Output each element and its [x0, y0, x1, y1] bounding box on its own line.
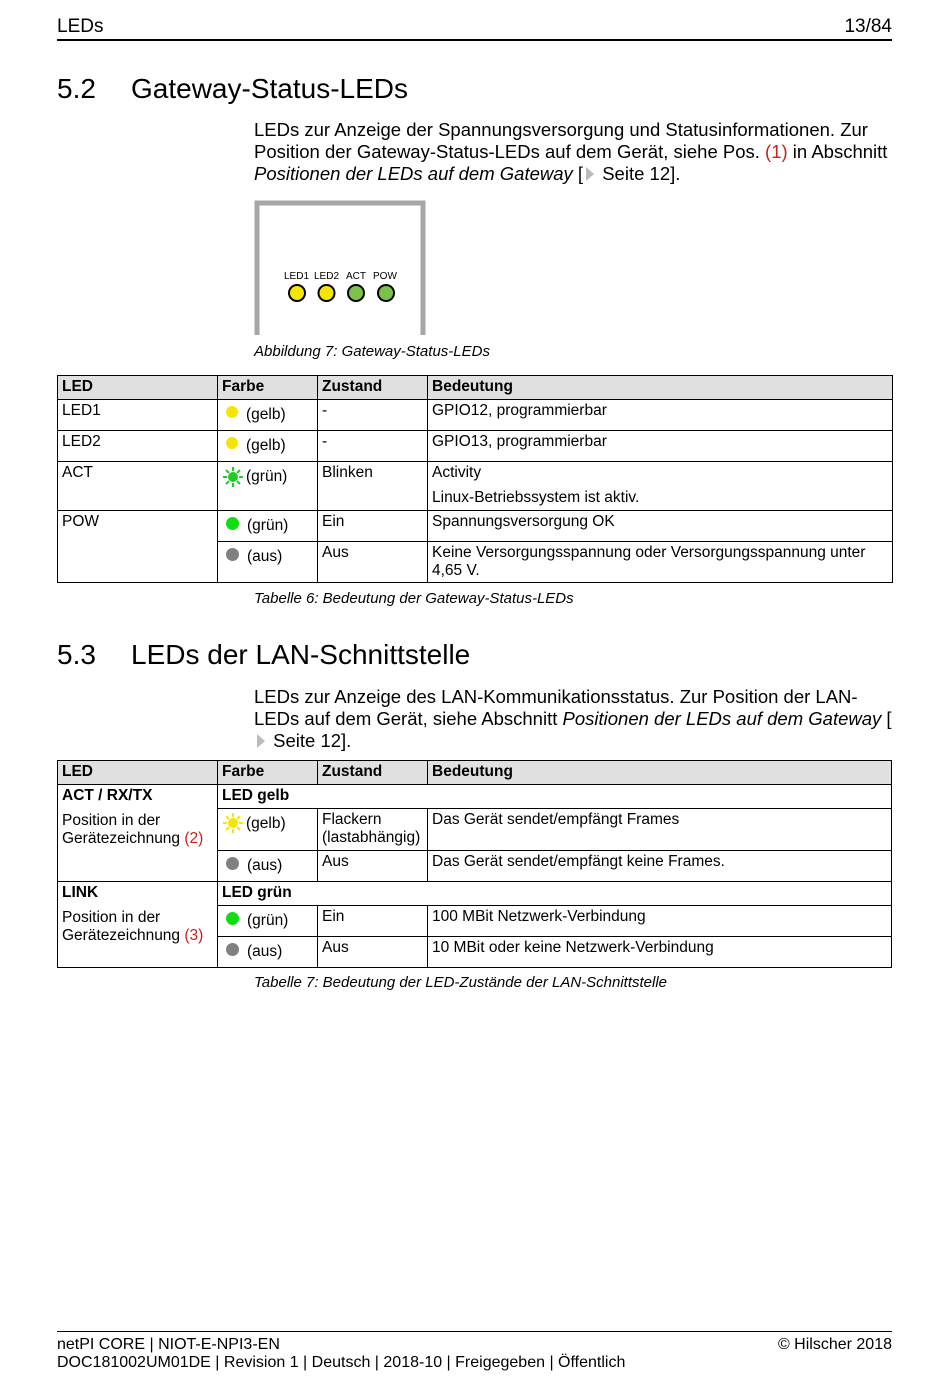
color-cell	[218, 462, 318, 511]
color-label: (gelb)	[246, 815, 286, 832]
header-rule	[57, 39, 892, 41]
column-header: Zustand	[318, 376, 428, 400]
meaning-text: Activity	[432, 464, 482, 481]
color-cell	[218, 809, 318, 851]
yellow-dot-icon	[226, 437, 238, 449]
color-cell	[218, 542, 318, 583]
state-cell: Aus	[318, 542, 428, 583]
color-group-heading: LED gelb	[218, 785, 892, 809]
gray-dot-icon	[226, 857, 239, 870]
table-header-row	[58, 761, 892, 785]
color-cell	[218, 906, 318, 937]
device-outline	[254, 200, 426, 337]
led-name: LINK	[62, 884, 99, 901]
state-cell: Aus	[318, 937, 428, 968]
bracket: [	[572, 163, 584, 184]
section-number: 5.2	[57, 73, 96, 104]
state-cell: Flackern (lastabhängig)	[318, 809, 428, 851]
footer-rule	[57, 1331, 892, 1332]
section-link[interactable]: Positionen der LEDs auf dem Gateway	[562, 708, 882, 729]
column-header: LED	[58, 376, 218, 400]
act-figure-icon	[348, 285, 364, 301]
position-note	[62, 812, 213, 848]
position-note	[62, 909, 213, 945]
bracket: [	[881, 708, 892, 729]
color-label: (aus)	[247, 943, 283, 960]
color-label: (grün)	[247, 517, 289, 534]
figure-caption: Abbildung 7: Gateway-Status-LEDs	[254, 343, 490, 360]
footer-product: netPI CORE | NIOT-E-NPI3-EN	[57, 1336, 280, 1353]
meaning-cell: GPIO12, programmierbar	[428, 400, 893, 431]
led2-figure-icon	[319, 285, 335, 301]
color-cell	[218, 511, 318, 542]
color-label: (gelb)	[246, 437, 286, 454]
pow-figure-icon	[378, 285, 394, 301]
led-cell	[58, 785, 218, 882]
state-cell: Ein	[318, 906, 428, 937]
color-label: (aus)	[247, 548, 283, 565]
table-row	[58, 785, 892, 809]
table-header-row	[58, 376, 893, 400]
meaning-cell: Das Gerät sendet/empfängt Frames	[428, 809, 892, 851]
position-text: Position in der Gerätezeichnung	[62, 909, 185, 944]
figure-label: LED2	[314, 271, 340, 282]
meaning-cell: GPIO13, programmierbar	[428, 431, 893, 462]
yellow-flicker-icon	[222, 812, 244, 834]
column-header: Zustand	[318, 761, 428, 785]
color-cell	[218, 400, 318, 431]
column-header: Bedeutung	[428, 376, 893, 400]
meaning-cell: 100 MBit Netzwerk-Verbindung	[428, 906, 892, 937]
green-dot-icon	[226, 517, 239, 530]
page-number: 13/84	[844, 16, 892, 37]
section-number: 5.3	[57, 639, 96, 670]
meaning-cell: Spannungsversorgung OK	[428, 511, 893, 542]
color-cell	[218, 431, 318, 462]
figure-label: POW	[373, 271, 397, 282]
table-row	[58, 400, 893, 431]
led1-figure-icon	[289, 285, 305, 301]
intro-text: LEDs zur Anzeige des LAN-Kommunikationsstatus. Zur Position der LAN-LEDs auf dem Gerät, siehe Abschnitt	[254, 686, 858, 729]
position-ref-link[interactable]: (3)	[184, 927, 204, 944]
intro-text: LEDs zur Anzeige der Spannungsversorgung und Statusinformationen. Zur Position der Gateway-Status-LEDs auf dem Gerät, siehe Pos.	[254, 119, 868, 162]
green-dot-icon	[226, 912, 239, 925]
color-label: (grün)	[247, 912, 289, 929]
position-ref-link[interactable]: (1)	[765, 141, 788, 162]
led-cell: POW	[58, 511, 218, 583]
table-row	[58, 431, 893, 462]
led-name: ACT / RX/TX	[62, 787, 153, 804]
meaning-cell: 10 MBit oder keine Netzwerk-Verbindung	[428, 937, 892, 968]
meaning-cell: Keine Versorgungsspannung oder Versorgungsspannung unter 4,65 V.	[428, 542, 893, 583]
arrow-right-icon	[257, 734, 265, 748]
figure-label: LED1	[284, 271, 310, 282]
table-row	[58, 882, 892, 906]
state-cell: Ein	[318, 511, 428, 542]
intro-text: in Abschnitt	[787, 141, 888, 162]
footer-copyright: © Hilscher 2018	[777, 1336, 892, 1353]
state-cell: Aus	[318, 851, 428, 882]
led-cell: ACT	[58, 462, 218, 511]
column-header: Farbe	[218, 376, 318, 400]
meaning-cell	[428, 462, 893, 511]
column-header: Bedeutung	[428, 761, 892, 785]
gray-dot-icon	[226, 943, 239, 956]
meaning-cell: Das Gerät sendet/empfängt keine Frames.	[428, 851, 892, 882]
gateway-led-table	[57, 375, 893, 583]
table-row	[58, 462, 893, 511]
state-cell: -	[318, 400, 428, 431]
column-header: Farbe	[218, 761, 318, 785]
color-group-heading: LED grün	[218, 882, 892, 906]
position-text: Position in der Gerätezeichnung	[62, 812, 185, 847]
position-ref-link[interactable]: (2)	[184, 830, 204, 847]
section-title: LEDs der LAN-Schnittstelle	[131, 639, 471, 670]
table-row	[58, 511, 893, 542]
color-label: (aus)	[247, 857, 283, 874]
color-label: (gelb)	[246, 406, 286, 423]
page-reference-link[interactable]: Seite 12].	[597, 163, 681, 184]
meaning-text: Linux-Betriebssystem ist aktiv.	[432, 489, 640, 506]
table-caption: Tabelle 7: Bedeutung der LED-Zustände der LAN-Schnittstelle	[254, 974, 668, 991]
footer-document-info: DOC181002UM01DE | Revision 1 | Deutsch | 2018-10 | Freigegeben | Öffentlich	[57, 1354, 626, 1371]
lan-led-table	[57, 760, 892, 968]
arrow-right-icon	[586, 167, 594, 181]
column-header: LED	[58, 761, 218, 785]
led-cell	[58, 882, 218, 968]
running-header-title: LEDs	[57, 16, 104, 37]
figure-label: ACT	[346, 271, 366, 282]
section-title: Gateway-Status-LEDs	[131, 73, 408, 104]
section-intro	[254, 119, 894, 185]
led-cell: LED2	[58, 431, 218, 462]
color-label: (grün)	[246, 468, 288, 485]
color-cell	[218, 851, 318, 882]
yellow-dot-icon	[226, 406, 238, 418]
gateway-led-figure	[254, 200, 426, 337]
gray-dot-icon	[226, 548, 239, 561]
state-cell: Blinken	[318, 462, 428, 511]
green-blink-icon	[222, 466, 244, 488]
led-cell: LED1	[58, 400, 218, 431]
color-cell	[218, 937, 318, 968]
section-link[interactable]: Positionen der LEDs auf dem Gateway	[254, 163, 573, 184]
page-reference-link[interactable]: Seite 12].	[268, 730, 352, 751]
section-intro	[254, 686, 894, 752]
state-cell: -	[318, 431, 428, 462]
table-caption: Tabelle 6: Bedeutung der Gateway-Status-LEDs	[254, 590, 574, 607]
